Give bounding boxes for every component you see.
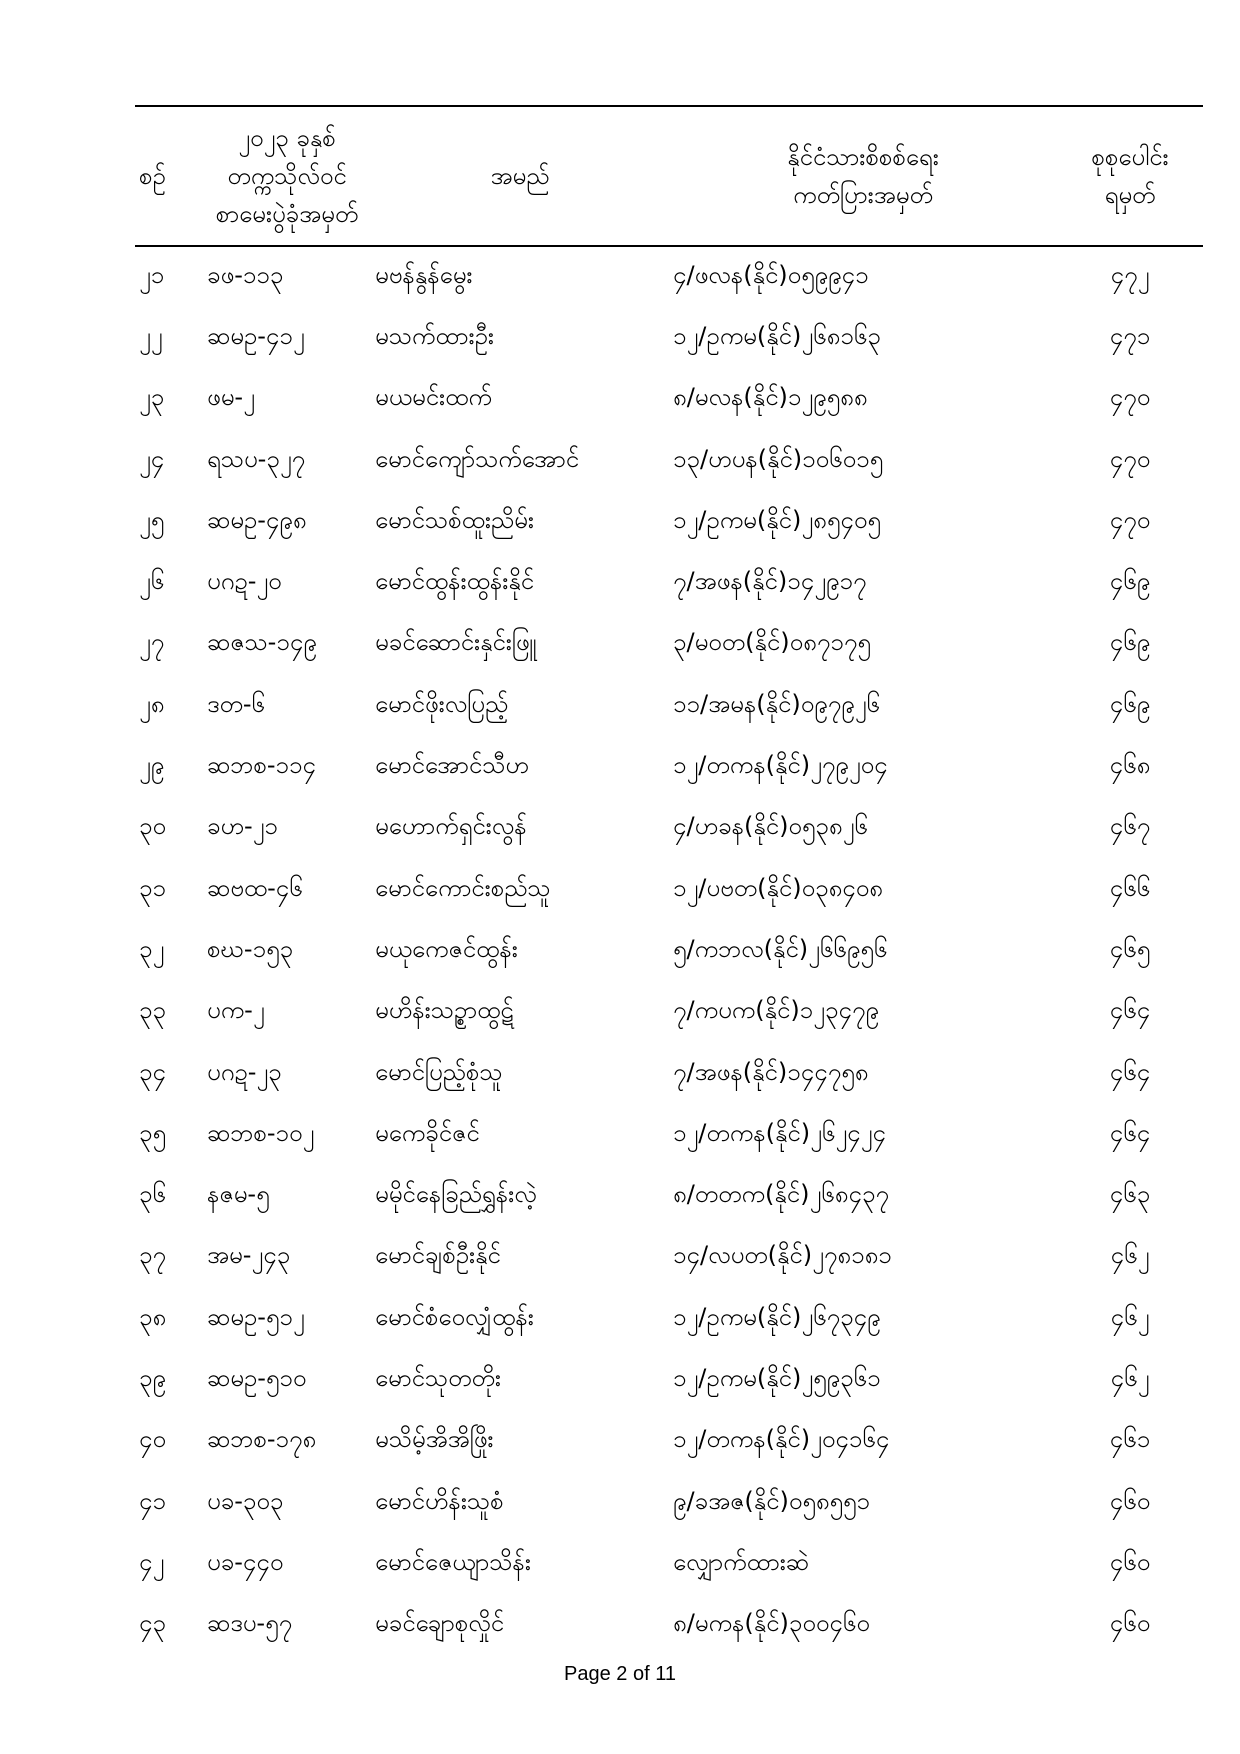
nrc-number-cell: လျှောက်ထားဆဲ (673, 1547, 809, 1576)
name-cell: မောင်ဟိန်းသူစံ (375, 1486, 504, 1515)
table-row (135, 552, 1203, 613)
total-marks-cell: ၄၆၄ (1109, 996, 1151, 1025)
name-cell: မသက်ထားဦး (375, 321, 494, 350)
table-row (135, 1227, 1203, 1288)
total-marks-cell: ၄၇၀ (1109, 505, 1151, 534)
total-marks-cell: ၄၆၁ (1109, 1425, 1151, 1454)
name-cell: မောင်ကျော်သက်အောင် (375, 444, 580, 473)
serial-no-cell: ၃၇ (139, 1241, 166, 1270)
name-cell: မောင်သစ်ထူးညိမ်း (375, 505, 534, 534)
name-cell: မခင်ဆောင်းနှင်းဖြူ (375, 628, 537, 657)
total-marks-cell: ၄၆၄ (1109, 1057, 1151, 1086)
total-marks-cell: ၄၇၁ (1109, 321, 1151, 350)
serial-no-cell: ၃၈ (139, 1302, 167, 1331)
roll-number-cell: ပဂဍ-၂၃ (207, 1057, 282, 1086)
total-marks-cell: ၄၇၂ (1110, 261, 1150, 290)
serial-no-cell: ၄၀ (139, 1425, 166, 1454)
serial-no-cell: ၃၁ (139, 873, 166, 902)
total-marks-cell: ၄၆၂ (1110, 1302, 1150, 1331)
nrc-number-cell: ၈/မလန(နိုင်)၁၂၉၅၈၈ (673, 383, 868, 412)
table-row (135, 246, 1203, 307)
serial-no-cell: ၂၆ (139, 567, 165, 596)
name-cell: မောင်ထွန်းထွန်းနိုင် (375, 567, 535, 596)
roll-number-cell: ဆဇသ-၁၄၉ (207, 628, 317, 657)
name-cell: မောင်ပြည့်စုံသူ (375, 1057, 503, 1086)
name-cell: မောင်စံဝေလျှံထွန်း (375, 1302, 534, 1331)
serial-no-cell: ၂၃ (139, 383, 165, 412)
total-marks-cell: ၄၇၀ (1109, 383, 1151, 412)
serial-no-cell: ၂၈ (139, 689, 165, 718)
roll-number-cell: ပခ-၃၀၃ (207, 1486, 284, 1515)
roll-number-cell: ဆမဥ-၄၁၂ (207, 321, 305, 350)
nrc-number-cell: ၉/ခအဇ(နိုင်)၀၅၈၅၅၁ (673, 1486, 871, 1515)
total-marks-cell: ၄၆၀ (1109, 1486, 1151, 1515)
serial-no-cell: ၂၉ (139, 751, 165, 780)
serial-no-cell: ၄၂ (139, 1547, 165, 1576)
name-cell: မသိမ့်အိအိဖြိုး (375, 1425, 494, 1454)
roll-number-cell: ဆမဥ-၅၁၂ (207, 1302, 305, 1331)
total-marks-cell: ၄၇၀ (1109, 444, 1151, 473)
serial-no-cell: ၂၁ (139, 261, 165, 290)
nrc-number-cell: ၁၂/ဥကမ(နိုင်)၂၆၇၃၄၉ (673, 1302, 881, 1331)
name-cell: မောင်ချစ်ဦးနိုင် (375, 1241, 501, 1270)
name-cell: မကေခိုင်ဇင် (375, 1118, 480, 1147)
table-row (135, 1165, 1203, 1226)
header-serial-no: စဉ် (139, 162, 166, 190)
roll-number-cell: ရသပ-၃၂၇ (207, 444, 306, 473)
table-header (135, 106, 1203, 246)
header-name: အမည် (490, 162, 550, 190)
table-row (135, 307, 1203, 368)
total-marks-cell: ၄၆၉ (1109, 689, 1151, 718)
name-cell: မဟိန်းသဥ္စာထွဋ် (375, 996, 514, 1025)
serial-no-cell: ၃၀ (139, 812, 166, 841)
table-row (135, 430, 1203, 491)
total-marks-cell: ၄၆၂ (1110, 1363, 1150, 1392)
table-row (135, 1411, 1203, 1472)
table-row (135, 798, 1203, 859)
name-cell: မောင်သုတတိုး (375, 1363, 501, 1392)
roll-number-cell: ပက-၂ (207, 996, 265, 1025)
roll-number-cell: နဇမ-၅ (207, 1180, 270, 1209)
nrc-number-cell: ၁၂/ဥကမ(နိုင်)၂၆၈၁၆၃ (673, 321, 881, 350)
total-marks-cell: ၄၆၀ (1109, 1609, 1151, 1638)
nrc-number-cell: ၁၄/လပတ(နိုင်)၂၇၈၁၈၁ (673, 1241, 892, 1270)
total-marks-cell: ၄၆၉ (1109, 567, 1151, 596)
table-row (135, 1043, 1203, 1104)
name-cell: မဟောက်ရှင်းလွန် (375, 812, 527, 841)
table-row (135, 675, 1203, 736)
nrc-number-cell: ၁၂/တကန(နိုင်)၂၀၄၁၆၄ (673, 1425, 890, 1454)
total-marks-cell: ၄၆၇ (1109, 812, 1151, 841)
name-cell: မောင်ဖိုးလပြည့် (375, 689, 509, 718)
name-cell: မောင်ကောင်းစည်သူ (375, 873, 551, 902)
roll-number-cell: ဆမဥ-၄၉၈ (207, 505, 307, 534)
table-row (135, 1533, 1203, 1594)
serial-no-cell: ၂၅ (139, 505, 165, 534)
serial-no-cell: ၂၄ (139, 444, 165, 473)
serial-no-cell: ၃၂ (139, 934, 165, 963)
roll-number-cell: ဒတ-၆ (207, 689, 266, 718)
nrc-number-cell: ၄/ဖလန(နိုင်)၀၅၉၉၄၁ (673, 261, 869, 290)
roll-number-cell: ဆဘစ-၁၇၈ (207, 1425, 317, 1454)
table-row (135, 982, 1203, 1043)
name-cell: မခင်ချောစုလှိုင် (375, 1609, 505, 1638)
roll-number-cell: ဆဘစ-၁၁၄ (207, 751, 316, 780)
total-marks-cell: ၄၆၀ (1109, 1547, 1151, 1576)
page-number: Page 2 of 11 (564, 1663, 676, 1685)
table-row (135, 859, 1203, 920)
total-marks-cell: ၄၆၄ (1109, 1118, 1151, 1147)
nrc-number-cell: ၁၁/အမန(နိုင်)၀၉၇၉၂၆ (673, 689, 880, 718)
nrc-number-cell: ၈/တတက(နိုင်)၂၆၈၄၃၇ (673, 1180, 889, 1209)
table-row (135, 614, 1203, 675)
nrc-number-cell: ၁၂/တကန(နိုင်)၂၆၂၄၂၄ (673, 1118, 886, 1147)
roll-number-cell: စဃ-၁၅၃ (207, 934, 294, 963)
nrc-number-cell: ၁၂/ပဗတ(နိုင်)၀၃၈၄၀၈ (673, 873, 883, 902)
table-row (135, 1595, 1203, 1656)
nrc-number-cell: ၁၂/ဥကမ(နိုင်)၂၈၅၄၀၅ (673, 505, 881, 534)
roll-number-cell: ပခ-၄၄၀ (207, 1547, 284, 1576)
table-row (135, 736, 1203, 797)
header-roll-number: ၂၀၂၃ ခုနှစ် တက္ကသိုလ်ဝင် စာမေးပွဲခုံအမှတ် (215, 124, 359, 228)
roll-number-cell: ဆမဥ-၅၁၀ (207, 1363, 307, 1392)
nrc-number-cell: ၇/အဖန(နိုင်)၁၄၄၇၅၈ (673, 1057, 869, 1086)
table-row (135, 1349, 1203, 1410)
name-cell: မောင်အောင်သီဟ (375, 751, 529, 780)
table-row (135, 1472, 1203, 1533)
nrc-number-cell: ၈/မကန(နိုင်)၃၀၀၄၆၀ (673, 1609, 870, 1638)
roll-number-cell: ဆဗထ-၄၆ (207, 873, 303, 902)
nrc-number-cell: ၁၃/ဟပန(နိုင်)၁၀၆၀၁၅ (673, 444, 884, 473)
serial-no-cell: ၃၉ (139, 1363, 166, 1392)
total-marks-cell: ၄၆၆ (1109, 873, 1151, 902)
total-marks-cell: ၄၆၅ (1109, 934, 1151, 963)
table-body (135, 246, 1203, 1656)
table-row (135, 1288, 1203, 1349)
serial-no-cell: ၄၁ (139, 1486, 166, 1515)
roll-number-cell: ဖမ-၂ (207, 383, 255, 412)
name-cell: မောင်ဇေယျာသိန်း (375, 1547, 531, 1576)
name-cell: မယုကေဇင်ထွန်း (375, 934, 518, 963)
header-nrc-number: နိုင်ငံသားစိစစ်ရေး ကတ်ပြားအမှတ် (787, 143, 939, 209)
total-marks-cell: ၄၆၂ (1110, 1241, 1150, 1270)
serial-no-cell: ၂၇ (139, 628, 165, 657)
total-marks-cell: ၄၆၈ (1109, 751, 1151, 780)
table-row (135, 369, 1203, 430)
header-total-marks: စုစုပေါင်း ရမှတ် (1091, 143, 1169, 209)
serial-no-cell: ၂၂ (139, 321, 163, 350)
table-row (135, 920, 1203, 981)
roll-number-cell: ခဖ-၁၁၃ (207, 261, 284, 290)
serial-no-cell: ၄၃ (139, 1609, 166, 1638)
nrc-number-cell: ၁၂/တကန(နိုင်)၂၇၉၂၀၄ (673, 751, 888, 780)
table-row (135, 491, 1203, 552)
roll-number-cell: ခဟ-၂၁ (207, 812, 278, 841)
name-cell: မဗန်နွန်မွေး (375, 261, 473, 290)
name-cell: မမိုင်နေခြည်ရွှန်းလဲ့ (375, 1180, 537, 1209)
roll-number-cell: ဆဘစ-၁၀၂ (207, 1118, 315, 1147)
nrc-number-cell: ၅/ကဘလ(နိုင်)၂၆၆၉၅၆ (673, 934, 888, 963)
table-row (135, 1104, 1203, 1165)
serial-no-cell: ၃၅ (139, 1118, 166, 1147)
nrc-number-cell: ၃/မ၀တ(နိုင်)၀၈၇၁၇၅ (673, 628, 871, 657)
nrc-number-cell: ၇/ကပက(နိုင်)၁၂၃၄၇၉ (673, 996, 879, 1025)
serial-no-cell: ၃၄ (139, 1057, 166, 1086)
roll-number-cell: ပဂဍ-၂၀ (207, 567, 282, 596)
name-cell: မယမင်းထက် (375, 383, 492, 412)
nrc-number-cell: ၇/အဖန(နိုင်)၁၄၂၉၁၇ (673, 567, 867, 596)
serial-no-cell: ၃၆ (139, 1180, 166, 1209)
roll-number-cell: အမ-၂၄၃ (207, 1241, 291, 1270)
nrc-number-cell: ၄/ဟခန(နိုင်)၀၅၃၈၂၆ (673, 812, 868, 841)
results-table (135, 105, 1203, 1656)
serial-no-cell: ၃၃ (139, 996, 166, 1025)
roll-number-cell: ဆဒပ-၅၇ (207, 1609, 293, 1638)
nrc-number-cell: ၁၂/ဥကမ(နိုင်)၂၅၉၃၆၁ (673, 1363, 881, 1392)
total-marks-cell: ၄၆၃ (1109, 1180, 1151, 1209)
total-marks-cell: ၄၆၉ (1109, 628, 1151, 657)
header-row (135, 106, 1203, 246)
